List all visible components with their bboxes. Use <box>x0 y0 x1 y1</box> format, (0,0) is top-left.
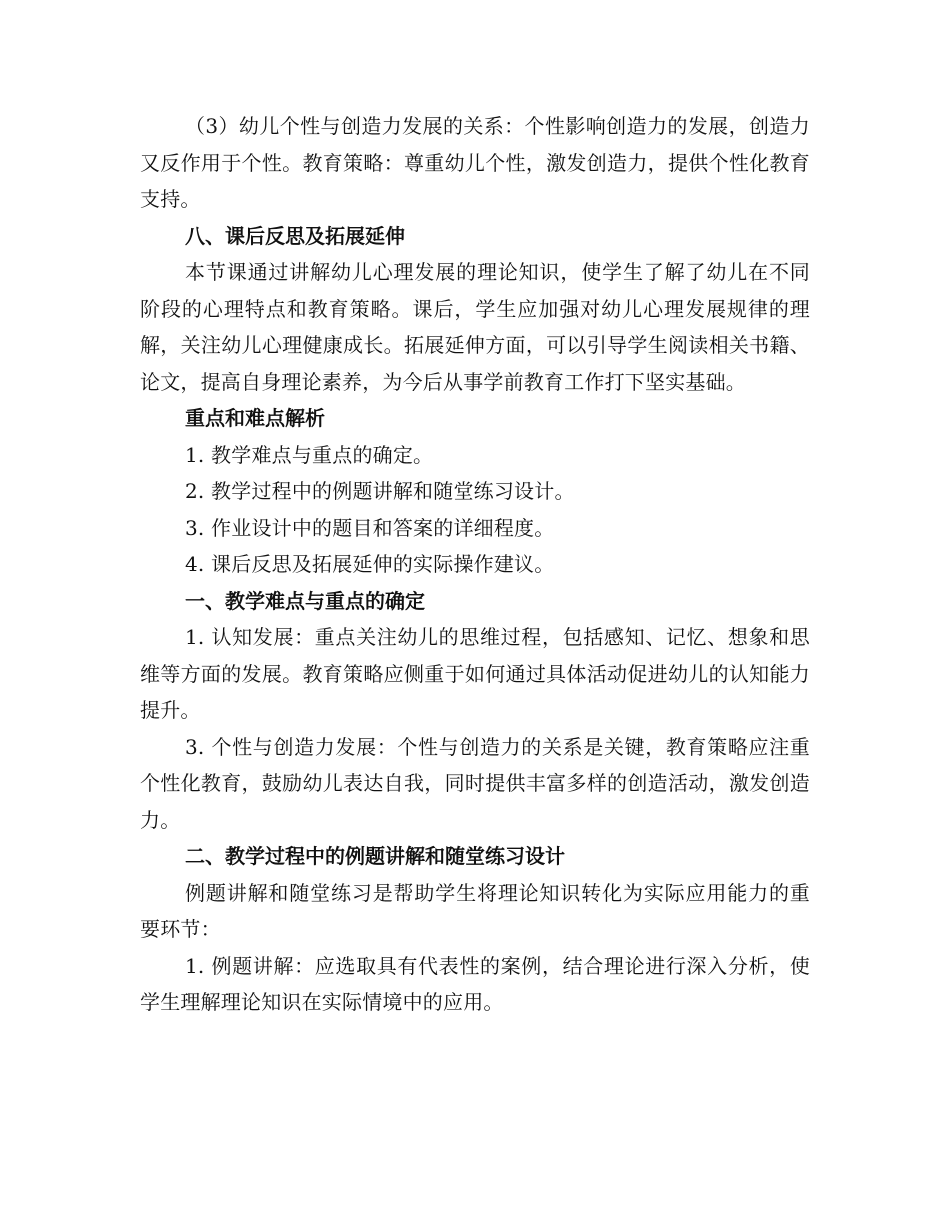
list-item: 3. 作业设计中的题目和答案的详细程度。 <box>185 515 555 540</box>
list-item: 1. 教学难点与重点的确定。 <box>185 442 434 467</box>
section-heading-reflection: 八、课后反思及拓展延伸 <box>185 223 405 248</box>
section-heading-key-points: 重点和难点解析 <box>185 406 325 430</box>
section-heading-examples: 二、教学过程中的例题讲解和随堂练习设计 <box>185 844 565 868</box>
list-item: 4. 课后反思及拓展延伸的实际操作建议。 <box>185 552 555 576</box>
paragraph-example-explanation: 1. 例题讲解：应选取具有代表性的案例，结合理论进行深入分析，使学生理解理论知识在实际情境中的应用。 <box>140 953 810 1014</box>
paragraph-personality-development: 3. 个性与创造力发展：个性与创造力的关系是关键，教育策略应注重个性化教育，鼓励幼儿表达自我，同时提供丰富多样的创造活动，激发创造力。 <box>140 734 810 832</box>
paragraph-cognitive-development: 1. 认知发展：重点关注幼儿的思维过程，包括感知、记忆、想象和思维等方面的发展。教育策略应侧重于如何通过具体活动促进幼儿的认知能力提升。 <box>140 625 810 722</box>
paragraph-reflection: 本节课通过讲解幼儿心理发展的理论知识，使学生了解了幼儿在不同阶段的心理特点和教育策略。课后，学生应加强对幼儿心理发展规律的理解，关注幼儿心理健康成长。拓展延伸方面，可以引导学生阅读相关书籍、论文，提高自身理论素养，为今后从事学前教育工作打下坚实基础。 <box>140 260 810 394</box>
document-body <box>140 108 810 1021</box>
section-heading-difficulties: 一、教学难点与重点的确定 <box>185 588 425 613</box>
paragraph-personality-creativity: （3）幼儿个性与创造力发展的关系：个性影响创造力的发展，创造力又反作用于个性。教育策略：尊重幼儿个性，激发创造力，提供个性化教育支持。 <box>140 114 810 211</box>
paragraph-examples-intro: 例题讲解和随堂练习是帮助学生将理论知识转化为实际应用能力的重要环节： <box>140 880 810 941</box>
list-item: 2. 教学过程中的例题讲解和随堂练习设计。 <box>185 479 575 503</box>
